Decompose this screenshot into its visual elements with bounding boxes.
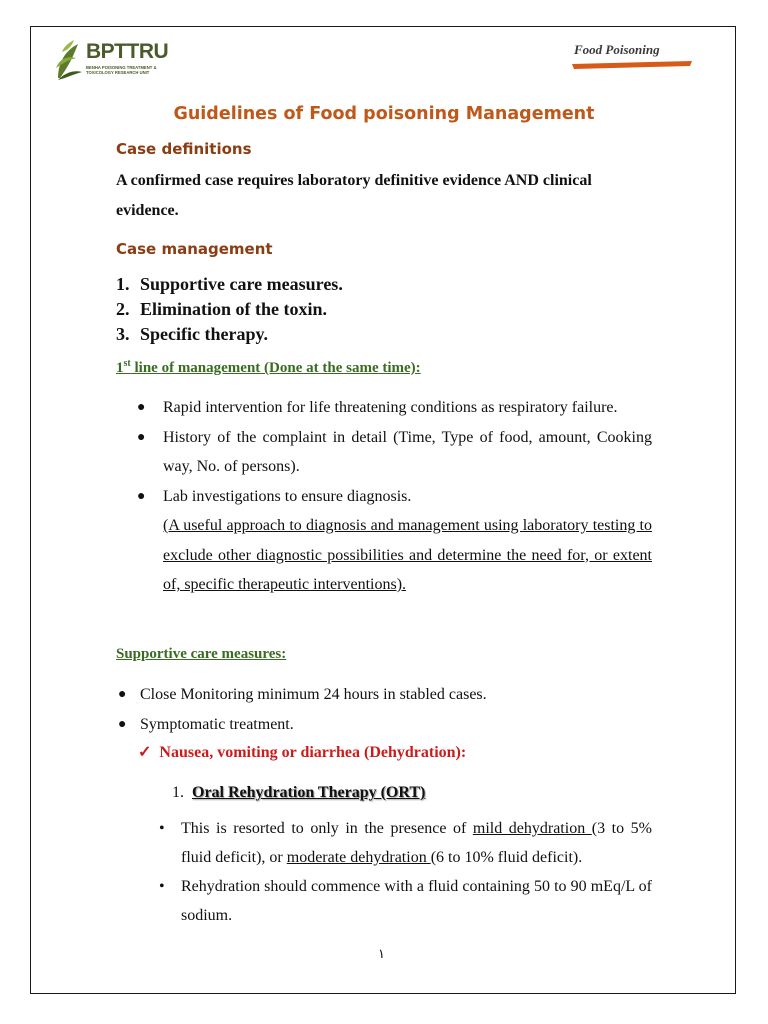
bullet-icon: ● [137, 429, 146, 445]
ort-heading [172, 784, 425, 802]
heading-number: 1 [116, 360, 124, 376]
logo-text: BPTTRU [86, 40, 169, 63]
item-text: Supportive care measures. [140, 274, 343, 294]
bullet-icon: ● [118, 687, 127, 702]
running-header-title: Food Poisoning [574, 42, 660, 57]
case-management-list [116, 272, 343, 347]
page-title: Guidelines of Food poisoning Management [173, 104, 595, 124]
supportive-bullets [116, 680, 656, 740]
bullet-text: History of the complaint in detail (Time, Type of food, amount, Cooking way, No. of persons). [163, 428, 652, 475]
list-item [116, 710, 656, 740]
list-item [116, 322, 343, 347]
bullet-icon: ● [137, 488, 146, 504]
bullet-text: Rapid intervention for life threatening conditions as respiratory failure. [163, 399, 618, 416]
ort-label: Oral Rehydration Therapy (ORT) [192, 784, 426, 801]
logo-subtitle: BENHA POISONING TREATMENT & TOXICOLOGY RESEARCH UNIT [86, 65, 157, 75]
ort-bullets [156, 814, 652, 930]
list-item [156, 872, 652, 930]
checkmark-icon: ✓ [138, 744, 152, 761]
mild-dehydration-term: mild dehydration [472, 820, 592, 837]
list-item [134, 393, 652, 423]
moderate-dehydration-term: moderate dehydration [286, 849, 431, 866]
bullet-text: (3 to 5% fluid deficit), or [181, 820, 652, 866]
dehydration-item [138, 742, 466, 762]
ort-number: 1. [172, 784, 184, 801]
bullet-text: (6 to 10% fluid deficit). [430, 849, 583, 866]
first-line-heading [116, 358, 421, 377]
bullet-text: Symptomatic treatment. [140, 716, 294, 733]
item-number: 1. [116, 274, 130, 294]
page-number: ١ [378, 946, 385, 961]
bullet-text: Lab investigations to ensure diagnosis. [163, 487, 412, 505]
list-item [156, 814, 652, 872]
bullet-text: Close Monitoring minimum 24 hours in stabled cases. [140, 686, 487, 703]
list-item [134, 482, 652, 600]
bullet-text: Rehydration should commence with a fluid containing 50 to 90 mEq/L of sodium. [181, 878, 652, 924]
list-item [116, 272, 343, 297]
case-definitions-text: A confirmed case requires laboratory definitive evidence AND clinical evidence. [116, 172, 592, 219]
heading-text: line of management (Done at the same time): [130, 360, 421, 376]
list-item [116, 297, 343, 322]
header-underline-bar [570, 60, 694, 70]
bullet-icon: • [159, 820, 165, 837]
leaf-logo-icon [52, 38, 86, 84]
item-text: Elimination of the toxin. [140, 299, 328, 319]
case-definitions-heading: Case definitions [116, 140, 252, 158]
bullet-icon: ● [137, 400, 146, 415]
bpttru-logo [52, 38, 169, 84]
heading-ordinal: st [123, 358, 131, 369]
lab-note: (A useful approach to diagnosis and management using laboratory testing to exclude other diagnostic possibilities and determine the need for, or extent of, specific therapeutic interventions). [163, 517, 652, 593]
supportive-heading: Supportive care measures: [116, 646, 287, 662]
bullet-text: This is resorted to only in the presence of [181, 820, 473, 837]
bullet-icon: • [159, 878, 165, 895]
item-number: 3. [116, 324, 130, 344]
list-item [134, 423, 652, 482]
case-management-heading: Case management [116, 240, 273, 258]
list-item [116, 680, 656, 710]
bullet-icon: ● [118, 717, 127, 732]
item-text: Specific therapy. [140, 324, 268, 344]
first-line-bullets [134, 393, 652, 600]
item-number: 2. [116, 299, 130, 319]
dehydration-label: Nausea, vomiting or diarrhea (Dehydration): [159, 744, 467, 761]
